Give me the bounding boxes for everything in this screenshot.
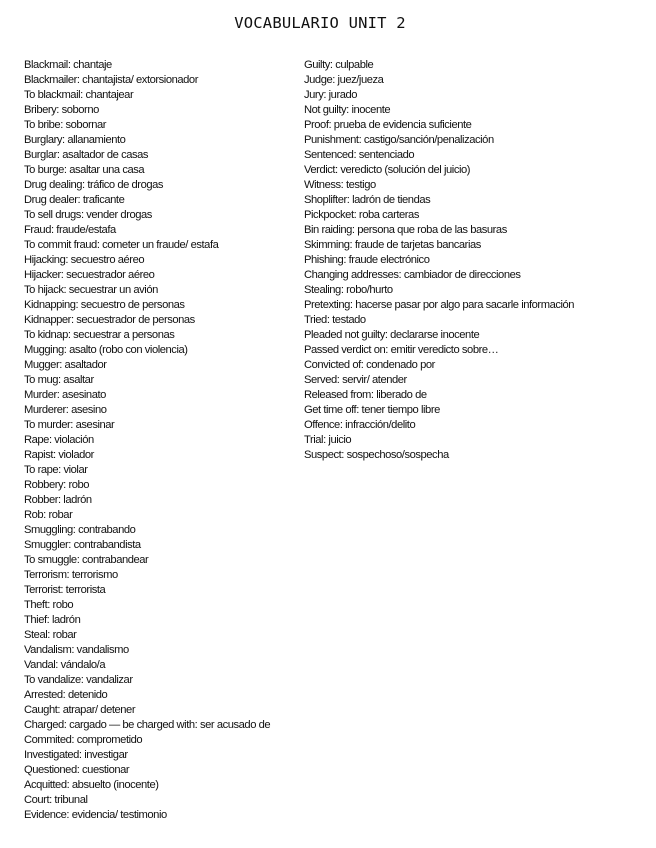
vocabulary-entry: Pretexting: hacerse pasar por algo para sacarle información <box>304 299 575 311</box>
vocabulary-entry: Fraud: fraude/estafa <box>24 224 116 236</box>
vocabulary-entry: Jury: jurado <box>304 89 358 101</box>
vocabulary-entry: To rape: violar <box>24 464 88 476</box>
vocabulary-entry: Served: servir/ atender <box>304 374 407 386</box>
vocabulary-entry: Arrested: detenido <box>24 689 108 701</box>
vocabulary-entry: Blackmail: chantaje <box>24 59 112 71</box>
vocabulary-entry: Convicted of: condenado por <box>304 359 435 371</box>
vocabulary-entry: To smuggle: contrabandear <box>24 554 149 566</box>
vocabulary-entry: To vandalize: vandalizar <box>24 674 133 686</box>
vocabulary-entry: To murder: asesinar <box>24 419 115 431</box>
vocabulary-list-left <box>24 58 270 823</box>
vocabulary-entry: Punishment: castigo/sanción/penalización <box>304 134 494 146</box>
vocabulary-entry: Caught: atrapar/ detener <box>24 704 136 716</box>
vocabulary-entry: Released from: liberado de <box>304 389 427 401</box>
vocabulary-entry: Terrorist: terrorista <box>24 584 106 596</box>
vocabulary-entry: Judge: juez/jueza <box>304 74 384 86</box>
vocabulary-entry: To commit fraud: cometer un fraude/ estafa <box>24 239 219 251</box>
vocabulary-entry: Questioned: cuestionar <box>24 764 130 776</box>
vocabulary-entry: Blackmailer: chantajista/ extorsionador <box>24 74 198 86</box>
vocabulary-entry: Robbery: robo <box>24 479 90 491</box>
vocabulary-entry: Vandal: vándalo/a <box>24 659 106 671</box>
vocabulary-entry: Witness: testigo <box>304 179 376 191</box>
vocabulary-entry: To mug: asaltar <box>24 374 94 386</box>
vocabulary-entry: Burglary: allanamiento <box>24 134 126 146</box>
vocabulary-entry: Rob: robar <box>24 509 73 521</box>
vocabulary-entry: Offence: infracción/delito <box>304 419 416 431</box>
vocabulary-entry: To kidnap: secuestrar a personas <box>24 329 175 341</box>
vocabulary-entry: Skimming: fraude de tarjetas bancarias <box>304 239 481 251</box>
vocabulary-entry: Pleaded not guilty: declararse inocente <box>304 329 480 341</box>
vocabulary-entry: Vandalism: vandalismo <box>24 644 129 656</box>
vocabulary-entry: Verdict: veredicto (solución del juicio) <box>304 164 471 176</box>
vocabulary-entry: Smuggler: contrabandista <box>24 539 141 551</box>
vocabulary-entry: Guilty: culpable <box>304 59 374 71</box>
vocabulary-entry: Robber: ladrón <box>24 494 92 506</box>
vocabulary-entry: Trial: juicio <box>304 434 352 446</box>
vocabulary-entry: Suspect: sospechoso/sospecha <box>304 449 449 461</box>
vocabulary-entry: To burge: asaltar una casa <box>24 164 145 176</box>
vocabulary-entry: Get time off: tener tiempo libre <box>304 404 440 416</box>
vocabulary-entry: Theft: robo <box>24 599 74 611</box>
page-title: VOCABULARIO UNIT 2 <box>234 14 406 32</box>
vocabulary-entry: Rape: violación <box>24 434 94 446</box>
vocabulary-entry: Terrorism: terrorismo <box>24 569 118 581</box>
vocabulary-entry: Commited: comprometido <box>24 734 143 746</box>
vocabulary-entry: Drug dealer: traficante <box>24 194 125 206</box>
vocabulary-entry: Kidnapper: secuestrador de personas <box>24 314 195 326</box>
vocabulary-list-right <box>304 58 574 463</box>
vocabulary-entry: Evidence: evidencia/ testimonio <box>24 809 167 821</box>
vocabulary-entry: Tried: testado <box>304 314 366 326</box>
vocabulary-entry: Murder: asesinato <box>24 389 106 401</box>
vocabulary-entry: Not guilty: inocente <box>304 104 391 116</box>
vocabulary-entry: Sentenced: sentenciado <box>304 149 415 161</box>
vocabulary-entry: Murderer: asesino <box>24 404 107 416</box>
vocabulary-entry: To bribe: sobornar <box>24 119 107 131</box>
vocabulary-entry: Pickpocket: roba carteras <box>304 209 419 221</box>
vocabulary-entry: Stealing: robo/hurto <box>304 284 393 296</box>
vocabulary-entry: Investigated: investigar <box>24 749 128 761</box>
vocabulary-entry: Court: tribunal <box>24 794 88 806</box>
vocabulary-entry: Mugging: asalto (robo con violencia) <box>24 344 188 356</box>
vocabulary-entry: Steal: robar <box>24 629 77 641</box>
vocabulary-entry: Hijacking: secuestro aéreo <box>24 254 145 266</box>
vocabulary-entry: Bribery: soborno <box>24 104 99 116</box>
vocabulary-entry: Changing addresses: cambiador de direcciones <box>304 269 521 281</box>
vocabulary-entry: To blackmail: chantajear <box>24 89 134 101</box>
vocabulary-entry: To hijack: secuestrar un avión <box>24 284 158 296</box>
vocabulary-entry: Phishing: fraude electrónico <box>304 254 430 266</box>
vocabulary-entry: Shoplifter: ladrón de tiendas <box>304 194 431 206</box>
vocabulary-entry: Smuggling: contrabando <box>24 524 136 536</box>
vocabulary-entry: Burglar: asaltador de casas <box>24 149 149 161</box>
vocabulary-entry: Mugger: asaltador <box>24 359 107 371</box>
vocabulary-entry: Rapist: violador <box>24 449 94 461</box>
vocabulary-entry: To sell drugs: vender drogas <box>24 209 152 221</box>
vocabulary-entry: Passed verdict on: emitir veredicto sobre… <box>304 344 499 356</box>
vocabulary-entry: Charged: cargado — be charged with: ser acusado de <box>24 719 271 731</box>
vocabulary-entry: Kidnapping: secuestro de personas <box>24 299 185 311</box>
vocabulary-entry: Bin raiding: persona que roba de las basuras <box>304 224 507 236</box>
vocabulary-entry: Drug dealing: tráfico de drogas <box>24 179 164 191</box>
vocabulary-entry: Acquitted: absuelto (inocente) <box>24 779 159 791</box>
vocabulary-entry: Hijacker: secuestrador aéreo <box>24 269 155 281</box>
vocabulary-entry: Thief: ladrón <box>24 614 81 626</box>
vocabulary-entry: Proof: prueba de evidencia suficiente <box>304 119 472 131</box>
